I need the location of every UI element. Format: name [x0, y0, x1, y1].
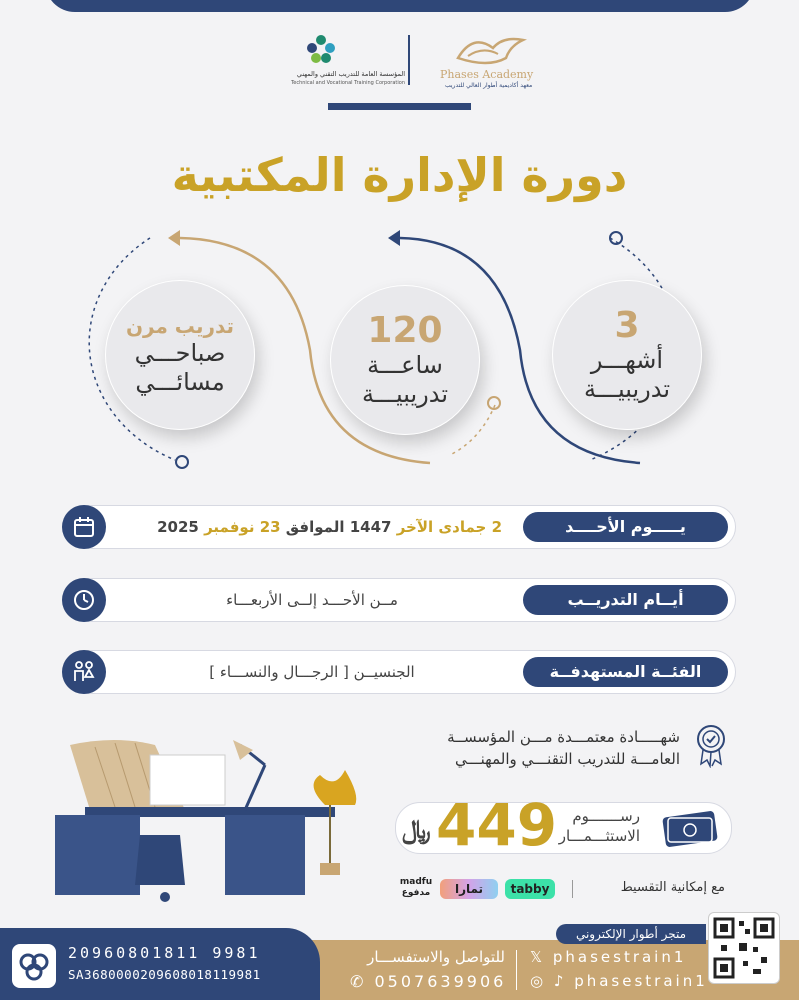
- phone-value: 0507639906: [374, 972, 507, 991]
- tamara-badge: تمارا: [440, 879, 498, 899]
- certificate-line2: العامـــة للتدريب التقنـــي والمهنـــي: [454, 750, 680, 768]
- row-target-value: الجنسيــن [ الرجـــال والنســـاء ]: [209, 663, 415, 681]
- store-qr-code[interactable]: [708, 912, 780, 984]
- clock-icon: [62, 578, 106, 622]
- installment-divider: [572, 880, 573, 898]
- madfu-badge: [398, 877, 434, 899]
- people-icon: [62, 650, 106, 694]
- morning-label: صباحـــي: [134, 339, 226, 368]
- months-label: أشهـــر: [590, 346, 664, 374]
- circle-hours: [330, 285, 480, 435]
- row-training-days: [62, 578, 736, 622]
- tabby-badge: tabby: [505, 879, 555, 899]
- social-x-value: phasestrain1: [552, 948, 687, 966]
- evening-label: مسائـــي: [135, 368, 225, 396]
- phone-number[interactable]: ✆ 0507639906: [350, 972, 507, 991]
- row-days-label: أيــام التدريــب: [523, 585, 728, 615]
- certificate-badge-icon: [694, 724, 728, 768]
- certificate-line1: شهـــــادة معتمـــدة مـــن المؤسســة: [447, 728, 680, 746]
- hours-label: ساعـــة: [367, 351, 443, 379]
- months-sub: تدريبيـــة: [584, 374, 670, 403]
- circle-months: [552, 280, 702, 430]
- header-underline: [328, 103, 471, 110]
- social-other-value: phasestrain1: [574, 972, 708, 990]
- row-target-label: الفئــة المستهدفــة: [523, 657, 728, 687]
- top-bar: [45, 0, 755, 12]
- qr-code-icon: [709, 913, 779, 983]
- currency-symbol: ﷼: [402, 815, 431, 845]
- fee-amount: 449: [436, 791, 558, 859]
- cash-icon: [660, 806, 720, 848]
- circle-flexible: [105, 280, 255, 430]
- phases-academy-logo-icon: [448, 28, 528, 70]
- hours-number: 120: [367, 310, 443, 352]
- fee-label-line1: رســـــــوم: [572, 807, 640, 825]
- madfu-arabic: مدفوع: [401, 888, 431, 898]
- academy-name: Phases Academy: [440, 68, 534, 81]
- bank-account-number: 20960801811 9981: [68, 944, 261, 962]
- logo-divider: [408, 35, 410, 85]
- social-other-handle[interactable]: ◎ ♪ phasestrain1: [530, 972, 708, 990]
- row-date-value: [122, 505, 502, 549]
- hijri-date: 2 جمادى الآخر: [396, 518, 502, 536]
- academy-sub: معهد أكاديمية أطوار العالي للتدريب: [445, 82, 533, 89]
- flexible-title: تدريب مرن: [125, 314, 235, 339]
- store-label: متجر أطوار الإلكتروني: [556, 924, 706, 944]
- social-x-handle[interactable]: 𝕏 phasestrain1: [530, 948, 687, 966]
- hijri-year: 1447 الموافق: [280, 518, 397, 536]
- hours-sub: تدريبيـــة: [362, 379, 448, 408]
- row-date-label: يـــــوم الأحــــد: [523, 512, 728, 542]
- bank-iban: SA3680000209608018119981: [68, 967, 261, 982]
- gregorian-day: 23 نوفمبر: [204, 518, 281, 536]
- row-date: [62, 505, 736, 549]
- footer-divider: [516, 950, 517, 990]
- page-title: دورة الإدارة المكتبية: [171, 148, 628, 202]
- gregorian-year: 2025: [157, 518, 205, 536]
- tvtc-name: المؤسسة العامة للتدريب التقني والمهني: [296, 70, 405, 78]
- fee-label-line2: الاستثـــمـــار: [558, 827, 640, 845]
- installment-label: مع إمكانية التقسيط: [620, 880, 725, 895]
- madfu-latin: madfu: [399, 877, 433, 887]
- tvtc-sub: Technical and Vocational Training Corporation: [291, 80, 405, 86]
- certificate-text: [380, 726, 680, 770]
- calendar-icon: [62, 505, 106, 549]
- contact-label: للتواصل والاستفســـار: [367, 948, 505, 966]
- row-days-value: مــن الأحـــد إلــى الأربعـــاء: [226, 591, 398, 609]
- months-number: 3: [614, 305, 640, 347]
- bank-logo-icon: [12, 944, 56, 988]
- row-target: [62, 650, 736, 694]
- tvtc-logo-icon: [303, 30, 339, 66]
- office-desk-illustration: [55, 735, 385, 910]
